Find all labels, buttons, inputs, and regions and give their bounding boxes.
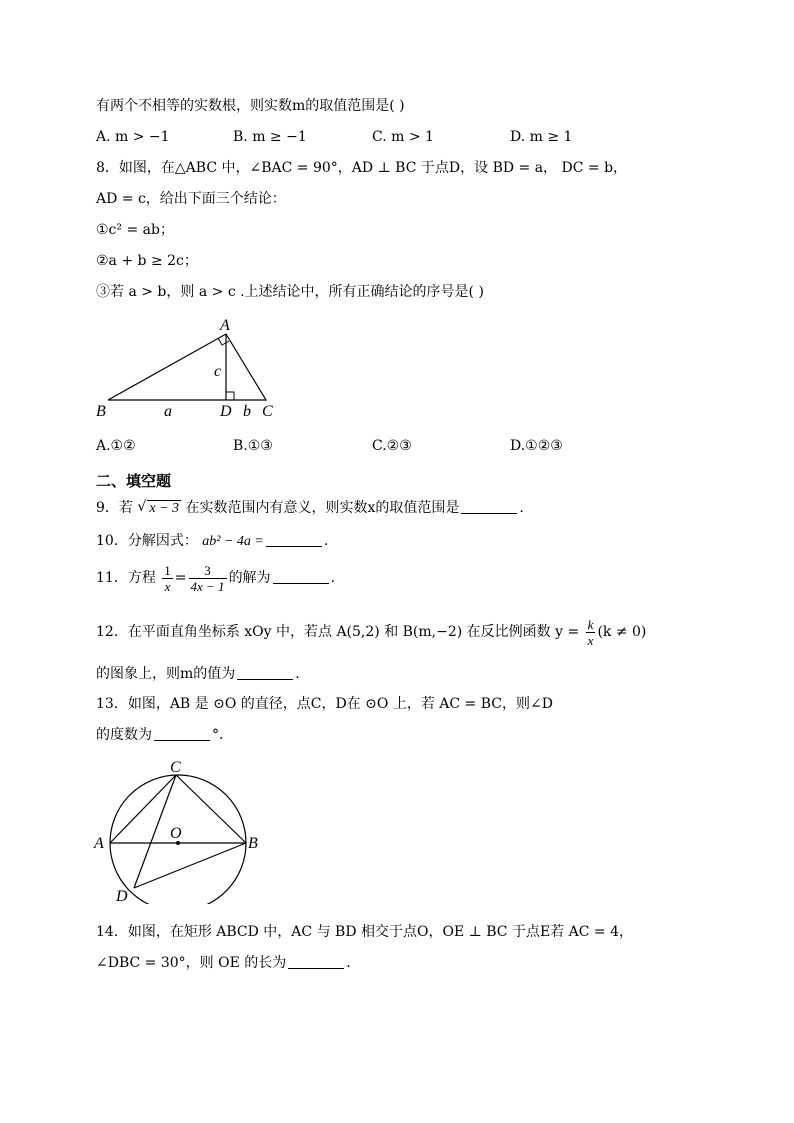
label-side-b: b [243, 403, 251, 420]
label-c: C [262, 403, 273, 420]
q9-radical: √ x − 3 [137, 499, 180, 516]
q9-prefix: 9．若 [96, 500, 133, 516]
q12-text: 12．在平面直角坐标系 xOy 中，若点 A(5,2) 和 B(m,−2) 在反比例函数 y = [96, 624, 580, 640]
q11-numerator-1: 1 [164, 562, 171, 578]
right-angle-mark-a [218, 338, 229, 345]
q7-option-a: A. m > −1 [96, 129, 170, 145]
q11-equals: = [174, 570, 187, 586]
q13-circle-figure [90, 754, 270, 904]
q8-option-a: A.①② [96, 438, 136, 454]
q8-option-c: C.②③ [372, 438, 412, 454]
q11-numerator-2: 3 [189, 563, 227, 579]
q12-numerator: k [587, 616, 594, 632]
q7-option-b: B. m ≥ −1 [233, 129, 307, 145]
q13-degree-period: °. [212, 727, 224, 743]
q8-conclusion-2: ②a + b ≥ 2c； [96, 253, 198, 269]
q7-option-c: C. m > 1 [372, 129, 434, 145]
q12-answer-blank[interactable] [237, 665, 293, 680]
q11-fraction-right [189, 563, 227, 594]
q10-prefix: 10．分解因式： [96, 533, 198, 549]
label-o: O [170, 825, 182, 842]
q14-line1: 14．如图，在矩形 ABCD 中，AC 与 BD 相交于点O，OE ⊥ BC 于点E若 AC = 4， [96, 924, 633, 940]
q8-triangle-figure [90, 312, 290, 424]
label-side-c: c [214, 363, 222, 380]
label-c: C [170, 759, 181, 776]
q10-answer-blank[interactable] [266, 532, 322, 547]
q11-denominator-2: 4x − 1 [190, 578, 225, 594]
q11-text: 的解为 [228, 570, 271, 586]
q11 [96, 560, 335, 596]
q11-answer-blank[interactable] [273, 569, 329, 584]
q12-line2-text: 的图象上，则m的值为 [96, 666, 236, 682]
label-side-a: a [164, 403, 172, 420]
q11-denominator-1: x [164, 578, 171, 594]
q8-conclusion-3: ③若 a > b，则 a > c .上述结论中，所有正确结论的序号是( ) [96, 284, 484, 300]
label-b: B [248, 835, 258, 852]
q12-line2 [96, 664, 300, 684]
q13-line1: 13．如图，AB 是 ⊙O 的直径，点C，D在 ⊙O 上，若 AC = BC，则∠D [96, 696, 553, 712]
q10-expression: ab² − 4a = [202, 534, 264, 549]
q11-period: . [330, 570, 336, 586]
q14-answer-blank[interactable] [288, 954, 344, 969]
q8-option-b: B.①③ [233, 438, 273, 454]
q12-denominator: x [587, 632, 594, 648]
q9-radicand: x − 3 [149, 501, 180, 516]
right-angle-mark-d [226, 392, 234, 400]
q14-line2-text: ∠DBC = 30°，则 OE 的长为 [96, 955, 287, 971]
q9-period: . [519, 500, 524, 516]
q7-continuation: 有两个不相等的实数根，则实数m的取值范围是( ) [96, 98, 405, 114]
q11-fraction-left [162, 563, 173, 594]
q14-line2 [96, 953, 351, 973]
q11-prefix: 11．方程 [96, 570, 156, 586]
q8-line2: AD = c，给出下面三个结论： [96, 191, 286, 207]
triangle-abc [108, 334, 266, 400]
q9-answer-blank[interactable] [461, 499, 517, 514]
chord-cb [176, 775, 246, 843]
q12-fraction [586, 617, 596, 648]
q14-period: . [346, 955, 351, 971]
q13-answer-blank[interactable] [154, 726, 210, 741]
q13-line2-text: 的度数为 [96, 727, 152, 743]
label-b: B [96, 403, 106, 420]
label-a: A [220, 317, 230, 334]
label-d: D [116, 888, 128, 904]
q9-text: 在实数范围内有意义，则实数x的取值范围是 [185, 500, 460, 516]
q12-line1 [96, 614, 646, 650]
q8-conclusion-1: ①c² = ab； [96, 222, 174, 238]
q8-option-d: D.①②③ [510, 438, 563, 454]
q12-condition: (k ≠ 0) [597, 624, 647, 640]
q8-line1: 8．如图，在△ABC 中，∠BAC = 90°，AD ⊥ BC 于点D，设 BD = a， DC = b， [96, 160, 628, 176]
chord-db [134, 843, 246, 888]
q10-period: . [323, 533, 329, 549]
q9 [96, 498, 524, 519]
q12-period: . [295, 666, 300, 682]
q7-option-d: D. m ≥ 1 [510, 129, 573, 145]
label-d: D [220, 403, 232, 420]
section-heading-fill-blank: 二、填空题 [96, 472, 172, 490]
q10 [96, 531, 328, 552]
q13-line2 [96, 725, 223, 745]
label-a: A [94, 835, 104, 852]
